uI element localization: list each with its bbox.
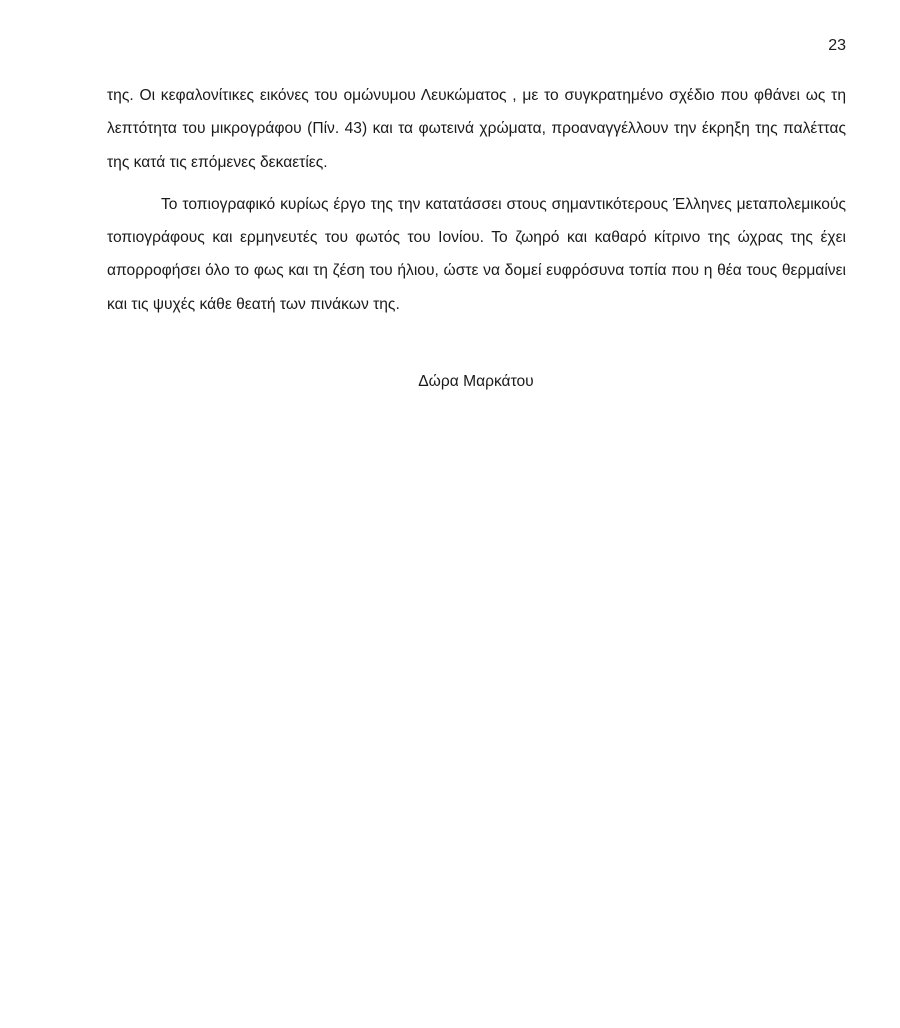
body-text <box>107 79 846 321</box>
paragraph-continuation: της. Οι κεφαλονίτικες εικόνες του ομώνυμου Λευκώματος , με το συγκρατημένο σχέδιο που φθάνει ως τη λεπτότητα του μικρογράφου (Πίν. 43) και τα φωτεινά χρώματα, προαναγγέλλουν την έκρηξη της παλέττας της κατά τις επόμενες δεκαετίες. <box>107 87 846 171</box>
paragraph-landscape-work: Το τοπιογραφικό κυρίως έργο της την κατατάσσει στους σημαντικότερους Έλληνες μεταπολεμικούς τοπιογράφους και ερμηνευτές του φωτός του Ιονίου. Το ζωηρό και καθαρό κίτρινο της ώχρας της έχει απορροφήσει όλο το φως και τη ζέση του ήλιου, ώστε να δομεί ευφρόσυνα τοπία που η θέα τους θερμαίνει και τις ψυχές κάθε θεατή των πινάκων της. <box>107 195 846 313</box>
author-signature: Δώρα Μαρκάτου <box>418 373 534 390</box>
page-number: 23 <box>828 37 846 54</box>
